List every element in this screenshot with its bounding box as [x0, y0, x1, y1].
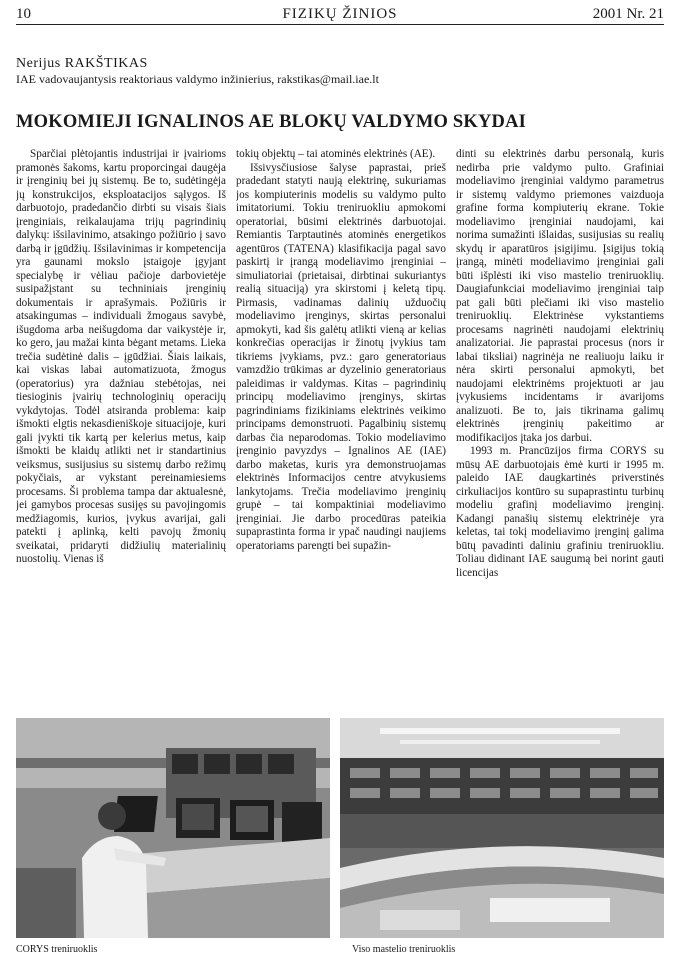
journal-title: FIZIKŲ ŽINIOS	[282, 6, 398, 22]
text-column-3	[456, 148, 664, 710]
running-header	[16, 4, 664, 25]
text-column-1	[16, 148, 226, 710]
photo-full-scale-simulator	[340, 718, 664, 938]
author-affiliation: IAE vadovaujantysis reaktoriaus valdymo inžinierius, rakstikas@mail.iae.lt	[16, 72, 379, 86]
photo-corys-simulator	[16, 718, 330, 938]
page-number: 10	[16, 6, 31, 22]
photo-full-scale-image	[340, 718, 664, 938]
issue-number: 2001 Nr. 21	[592, 6, 664, 22]
paragraph: 1993 m. Prancūzijos firma CORYS su mūsų AE darbuotojais ėmė kurti ir 1995 m. paleido IAE daugkartinės priverstinės cirkuliacijos kontūro su supaprastintu turbinų modeliu grafinį modeliavimo įrenginį. Kadangi panašių sistemų elektrinėje yra keletas, tai tokį modeliavimo įrenginį galima būtų pavadinti daliniu grafiniu treniruokliu. Toliau didinant IAE saugumą bei norint gauti licencijas	[456, 445, 664, 579]
photo-corys-image	[16, 718, 330, 938]
photo-caption-left: CORYS treniruoklis	[16, 944, 98, 955]
paragraph: tokių objektų – tai atominės elektrinės (AE).	[236, 148, 436, 160]
paragraph: Sparčiai plėtojantis industrijai ir įvairioms pramonės šakoms, kartu proporcingai daugėja ir įrenginių bei jų sistemų. Be to, sudėtingėja jų konstrukcijos, eksploatacijos sąlygos. Iš darbuotojo, pradedančio dirbti su visais šiais įrenginiais, reikalaujama trijų pagrindinių dalykų: išsilavinimo, atsakingo požiūrio į savo darbą ir įgūdžių. Išsilavinimas ir kompetencija yra gaunami mokslo įstaigoje įgyjant specialybę ir vėliau pačioje darbovietėje susipažįstant su techniniais įrenginių dokumentais ir aprašymais. Požiūris ir atsakingumas – individuali žmogaus savybė, išugdoma arba neišugdoma dar vaikystėje ir, ko gero, jau mažai kinta bėgant metams. Lieka trečia sudėtinė dalis – įgūdžiai. Šiais laikais, kai viskas labai automatizuota, žmogus (operatorius) yra dažniau stebėtojas, nei tiesioginis įvairių technologinių operacijų vykdytojas. Todėl atsiranda problema: kaip išmokti elgtis nekasdieniškoje situacijoje, kuri gali įvykti tik kartą per kelerius metus, kaip išmokti be klaidų atlikti net ir standartinius veiksmus, susijusius su sistemų darbo režimų pokyčiais, ar vykstant pereinamiesiems procesams. Ši problema tampa dar aktualesnė, jei gamybos procesas susijęs su pavojingomis medžiagomis, kurios, įvykus avarijai, gali patekti į aplinką, kelti pavojų žmonių sveikatai, pridaryti didžiulių materialinių nuostolių. Vienas iš	[16, 148, 226, 565]
article-title: MOKOMIEJI IGNALINOS AE BLOKŲ VALDYMO SKYDAI	[16, 112, 527, 132]
paragraph: Išsivysčiusiose šalyse paprastai, prieš pradedant statyti naują elektrinę, sukuriamas jos kompiuterinis modelis su valdymo pulto imitatoriumi. Tokiu treniruokliu apmokomi operatoriai, būsimi elektrinės darbuotojai. Remiantis Tarptautinės atominės energetikos agentūros (TATENA) klasifikacija pagal savo paskirtį ir įrangą modeliavimo įrenginiai – simuliatoriai (prietaisai, dirbtinai sukuriantys realią situaciją) yra skirstomi į keletą tipų. Pirmasis, vadinamas dalinių užduočių modeliavimo įrenginys, skirtas personalui apmokyti, kad šis galėtų atlikti vieną ar kelias konkrečias operacijas ir žinotų įvykius tam tikriems įvykiams, pvz.: garo generatoriaus vamzdžio trūkimas ar dyzelinio generatoriaus paleidimas ir valdymas. Kitas – pagrindinių principų modeliavimo įrenginys, skirtas pagrindiniams fizikiniams elektrinės veikimo principams demonstruoti. Pagalbinių sistemų darbas čia neparodomas. Tokio modeliavimo įrenginio pavyzdys – Ignalinos AE (IAE) darbo maketas, kuris yra demonstruojamas elektrinės Informacijos centre atvykusiems lankytojams. Trečia modeliavimo įrenginių grupė – tai kompaktiniai modeliavimo įrenginiai. Jie darbo procedūras pateikia supaprastinta forma ir ypač naudingi naujiems operatoriams parengti bei supažin-	[236, 161, 446, 552]
author-name: Nerijus RAKŠTIKAS	[16, 56, 148, 71]
paragraph: dinti su elektrinės darbu personalą, kuris nedirba prie valdymo pulto. Grafiniai modeliavimo įrenginiai valdymo parametrus ir sistemų valdymo priemones vaizduoja grafine forma kompiuterių ekrane. Tokie modeliavimo įrenginiai naudojami, kai norima sumažinti išlaidas, susijusias su realių skydų ir aparatūros įsigijimu. Įsigijus tokią įrangą, minėti modeliavimo įrenginiai gali būti išplėsti iki viso mastelio treniruoklių. Daugiafunkciai modeliavimo įrenginiai taip pat gali būti plečiami iki viso mastelio treniruoklių. Elektrinėse vykstantiems procesams nagrinėti naudojami elektrinių analizatoriai. Jie paprastai procesus (nors ir labai tiksliai) nagrinėja ne realiuoju laiku ir nėra skirti personalui apmokyti, bet naudojami elektrinėms projektuoti ar jau įvykusiems incidentams ir avarijoms analizuoti. Be to, jais tikrinama galimų elektrinės įrenginių pakeitimo ar modifikacijos įtaka jos darbui.	[456, 148, 664, 444]
photo-caption-right: Viso mastelio treniruoklis	[352, 944, 456, 955]
text-column-2	[236, 148, 446, 710]
